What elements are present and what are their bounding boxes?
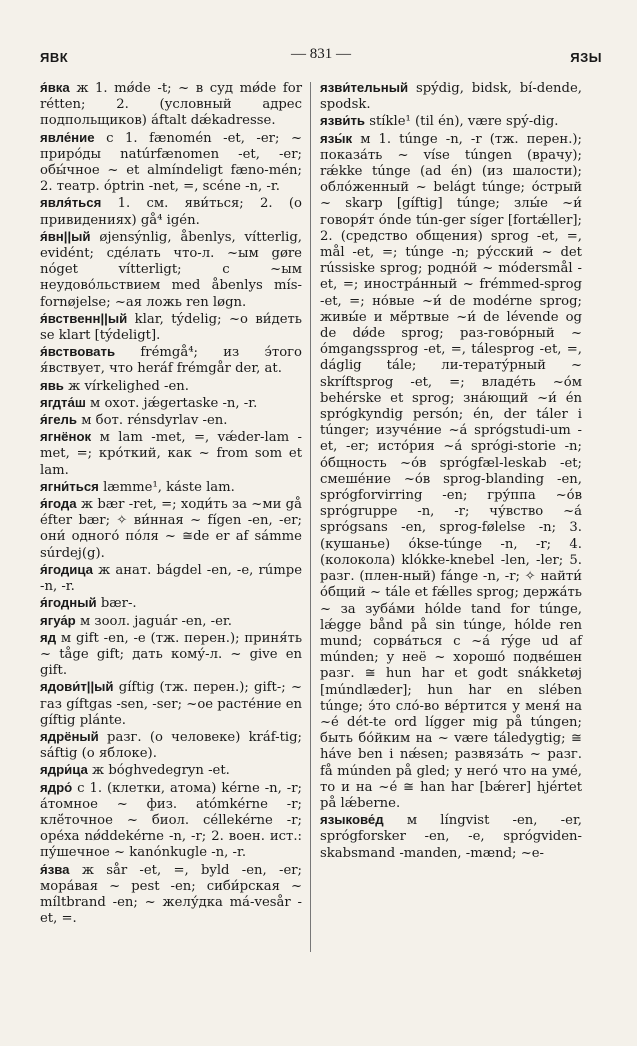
entry-definition: м охот. jǽgertaske -n, -r. (90, 395, 258, 411)
entry-definition: ж анат. bágdel -en, -e, rúmpe -n, -r. (40, 562, 302, 595)
dictionary-entry (40, 762, 302, 779)
dictionary-entry (40, 613, 302, 630)
dictionary-entry (40, 479, 302, 496)
entry-definition: øjensýnlig, åbenlys, vítterlig, evidént; сде́лать что-л. ~ым gøre nóget vítterligt; с ~ым неудово́льствием med åbenlys mís-fornøjelse; ~ая ложь ren løgn. (40, 229, 302, 310)
entry-headword: я́гель (40, 412, 78, 428)
entry-definition: gíftig (тж. перен.); gift-; ~ газ gíftgas -sen, -ser; ~ое расте́ние en gíftig plánte. (40, 680, 302, 728)
entry-definition: ж sår -et, =, byld -en, -er; мора́вая ~ pest -en; сиби́рская ~ míltbrand -en; ~ желу́дка má-vesår -et, =. (40, 862, 302, 927)
entry-headword: ядро́ (40, 779, 73, 795)
dictionary-entry (320, 812, 582, 862)
entry-headword: языкове́д (320, 812, 384, 828)
entry-definition: ж vírkelighed -en. (68, 378, 189, 394)
entry-definition: с 1. fænomén -et, -er; ~ приро́ды natúrfænomen -et, -er; обы́чное ~ et almíndeligt fæno-mén; 2. театр. óptrin -net, =, scéne -n, -r. (40, 130, 302, 195)
entry-definition: 1. см. яви́ться; 2. (о привидениях) gå⁴ igén. (40, 196, 302, 228)
dictionary-entry (40, 229, 302, 311)
dictionary-entry (40, 862, 302, 928)
entry-headword: я́зва (40, 861, 70, 877)
entry-definition: м 1. túnge -n, -r (тж. перен.); показа́ть ~ víse túngen (врачу); rǽkke túnge (ad én) (из шалости); обло́женный ~ belágt túnge; о́стрый ~ skarp [gíftig] túnge; злы́е ~и́ говоря́т ónde tún-ger síger [fortǽller]; 2. (средство общения) sprog -et, =, mål -et, =; túnge -n; ру́сский ~ det rússiske sprog; родно́й ~ módersmål -et, =; иностра́нный ~ frémmed-sprog -et, =; но́вые ~и́ de modérne sprog; живы́е и мё́ртвые ~и́ de lévende og de dǿde sprog; раз-гово́рный ~ ómgangssprog -et, =, tálesprog -et, =, dáglig tále; ли-терату́рный ~ skríftsprog -et, =; владе́ть ~о́м behérske et sprog; зна́ющий ~и́ én sprógkyndig persón; én, der táler i túnger; изуче́ние ~а́ sprógstudi-um -et, -er; исто́рия ~а́ sprógi-storie -n; о́бщность ~о́в sprógfæl-leskab -et; смеше́ние ~о́в sprog-blanding -en, sprógforvirring -en; гру́ппа ~о́в sprógruppe -n, -r; чу́вство ~а́ sprógsans -en, sprog-følelse -n; 3. (кушанье) ókse-túnge -n, -r; 4. (колокола) klókke-knebel -len, -ler; 5. разг. (плен-ный) fánge -n, -r; ✧ найти́ о́бщий ~ tále et fǽlles sprog; держа́ть ~ за зуба́ми hólde tand for túnge, lǽgge bånd på sin túnge, hólde ren mund; сорва́ться с ~а́ rýge ud af múnden; у неё ~ хорошо́ подве́шен разг. ≅ hun har et godt snákketøj [múndlæder]; hun har en slében túnge; э́то сло́-во вéртится у меня́ на ~е́ dét-te ord lígger mig på túngen; быть бо́йким на ~ være táledygtig; ≅ háve ben i nǽsen; развяза́ть ~ разг. få múnden på gled; у него́ что на уме́, то и на ~е́ ≅ han har [bǽrer] hjértet på lǽberne. (320, 131, 582, 811)
dictionary-entry (40, 595, 302, 612)
left-column (40, 80, 302, 927)
entry-headword: явь (40, 377, 64, 393)
entry-headword: я́вствовать (40, 344, 116, 360)
entry-definition: м língvist -en, -er, sprógforsker -en, -e, sprógviden-skabsmand -manden, -mænd; ~e- (320, 813, 582, 861)
entry-definition: klar, týdelig; ~о ви́деть se klart [týdeligt]. (40, 311, 302, 344)
entry-headword: язви́ть (320, 113, 366, 129)
entry-headword: ягдта́ш (40, 394, 86, 410)
dictionary-entry (40, 630, 302, 680)
entry-definition: м зоол. jaguár -en, -er. (79, 613, 232, 629)
dictionary-entry (40, 195, 302, 228)
entry-definition: frémgå⁴; из э́того я́вствует, что heráf frémgår der, at. (40, 345, 302, 377)
dictionary-entry (40, 562, 302, 595)
dictionary-page (40, 40, 602, 1020)
dictionary-entry (40, 344, 302, 377)
entry-headword: ягнёнок (40, 429, 92, 445)
entry-headword: ядри́ца (40, 762, 88, 778)
dictionary-entry (40, 729, 302, 762)
header-left-guideword: ЯВК (40, 50, 69, 65)
entry-headword: я́годный (40, 595, 97, 611)
dictionary-entry (40, 80, 302, 130)
entry-headword: ядови́т||ый (40, 679, 114, 695)
entry-definition: stíkle¹ (til én), være spý-dig. (369, 114, 559, 130)
page-header (40, 46, 602, 68)
entry-definition: bær-. (100, 596, 137, 612)
dictionary-entry (40, 412, 302, 429)
entry-definition: læmme¹, káste lam. (103, 479, 235, 495)
entry-definition: м gift -en, -e (тж. перен.); приня́ть ~ tåge gift; дать кому́-л. ~ give en gift. (40, 630, 302, 679)
entry-headword: я́вственн||ый (40, 310, 128, 326)
entry-headword: явля́ться (40, 195, 102, 211)
dictionary-entry (40, 429, 302, 479)
dictionary-entry (320, 113, 582, 130)
dictionary-entry (40, 395, 302, 412)
entry-definition: с 1. (клетки, атома) kérne -n, -r; а́томное ~ физ. atómkérne -r; клё́точное ~ биол. céllekérne -r; оре́ха nǿddekérne -n, -r; 2. воен. ист.: пу́шечное ~ kanónkugle -n, -r. (40, 780, 302, 861)
entry-headword: я́года (40, 496, 77, 512)
entry-headword: я́вка (40, 80, 70, 95)
entry-definition: разг. (о человеке) kráf-tig; sáftig (о яблоке). (40, 729, 302, 762)
column-divider (310, 82, 311, 952)
dictionary-entry (320, 131, 582, 813)
entry-headword: язы́к (320, 130, 353, 146)
entry-headword: ягуа́р (40, 612, 76, 628)
dictionary-entry (40, 780, 302, 862)
dictionary-entry (40, 130, 302, 196)
entry-headword: ядрёный (40, 728, 99, 744)
dictionary-entry (40, 311, 302, 344)
entry-definition: ж 1. mǿde -t; ~ в суд mǿde for rétten; 2. (условный адрес подпольщиков) áftalt dǽkadresse. (40, 81, 302, 129)
page-number: — 831 — (291, 46, 351, 62)
entry-headword: ягни́ться (40, 478, 99, 494)
dictionary-entry (40, 679, 302, 729)
entry-headword: я́вн||ый (40, 228, 91, 244)
entry-definition: ж bóghvedegryn -et. (92, 763, 230, 779)
entry-definition: м бот. rénsdyrlav -en. (81, 413, 228, 429)
entry-headword: явле́ние (40, 129, 95, 145)
entry-definition: м lam -met, =, vǽder-lam -met, =; кро́ткий, как ~ from som et lam. (40, 430, 302, 478)
entry-headword: я́годица (40, 561, 93, 577)
entry-definition: ж bær -ret, =; ходи́ть за ~ми gå éfter bær; ✧ ви́нная ~ fígen -en, -er; они́ одного́ по́ля ~ ≅de er af sámme súrdej(g). (40, 497, 302, 561)
dictionary-entry (40, 496, 302, 562)
entry-headword: язви́тельный (320, 80, 409, 95)
entry-definition: spýdig, bidsk, bí-dende, spodsk. (320, 81, 582, 113)
dictionary-entry (40, 378, 302, 395)
dictionary-entry (320, 80, 582, 113)
entry-headword: яд (40, 629, 57, 645)
header-right-guideword: ЯЗЫ (570, 50, 602, 65)
right-column (320, 80, 582, 862)
